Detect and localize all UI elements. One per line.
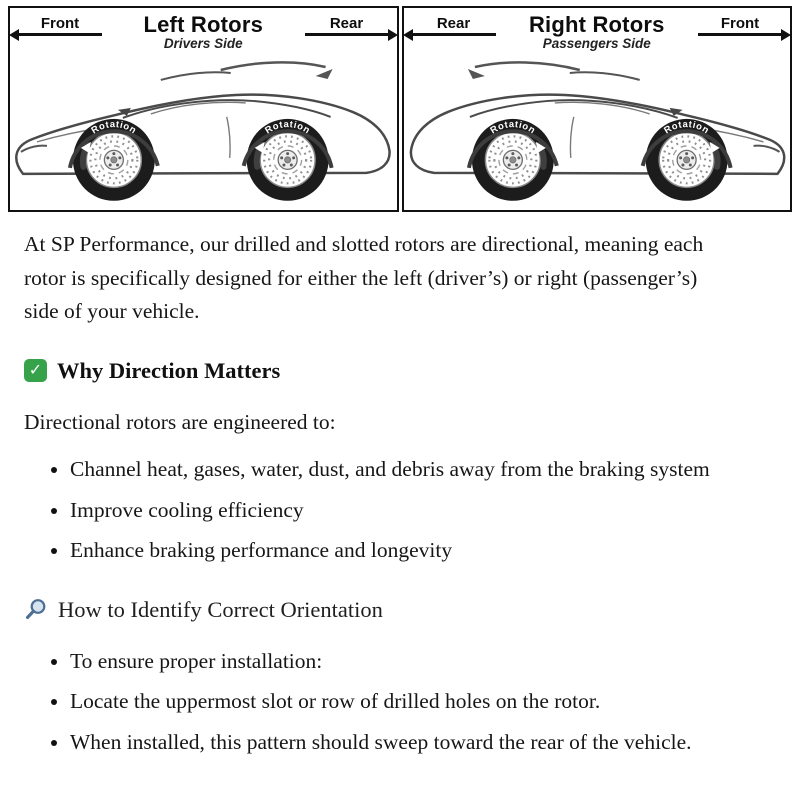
left-panel-header (10, 8, 397, 51)
rear-direction-label: Rear (305, 13, 389, 36)
rotation-label: Rotation (89, 119, 139, 137)
panel-subtitle: Passengers Side (542, 36, 651, 52)
list-item: • Locate the uppermost slot or row of drilled holes on the rotor. (70, 685, 730, 719)
heading-text: Why Direction Matters (57, 357, 281, 383)
right-rotors-panel (402, 6, 793, 212)
rotor-direction-diagram (0, 0, 800, 212)
left-car-illustration (11, 54, 396, 209)
panel-title: Right Rotors (528, 12, 665, 37)
rear-direction-label: Rear (412, 13, 496, 36)
right-panel-header (404, 8, 791, 51)
panel-title: Left Rotors (143, 12, 264, 37)
arrow-left-icon (412, 33, 496, 36)
arrow-left-icon (18, 33, 102, 36)
article-body (0, 212, 800, 794)
panel-subtitle: Drivers Side (163, 36, 243, 52)
arrow-right-icon (305, 33, 389, 36)
rotation-label: Rotation (487, 119, 537, 137)
list-item: • Channel heat, gases, water, dust, and debris away from the braking system (70, 453, 730, 487)
list-item: • To ensure proper installation: (70, 645, 730, 679)
section-lead: Directional rotors are engineered to: (24, 409, 336, 434)
front-direction-label: Front (698, 13, 782, 36)
list-item: • When installed, this pattern should sweep toward the rear of the vehicle. (70, 726, 730, 760)
section-heading-why-direction-matters (24, 353, 770, 388)
right-car-illustration (405, 54, 790, 209)
orientation-steps-list (24, 645, 770, 760)
arrow-right-icon (698, 33, 782, 36)
rotation-label: Rotation (263, 119, 313, 137)
front-direction-label: Front (18, 13, 102, 36)
check-mark-icon (24, 359, 47, 382)
left-rotors-panel (8, 6, 399, 212)
rotation-label: Rotation (661, 119, 711, 137)
magnifying-glass-icon (24, 597, 48, 621)
list-item: • Improve cooling efficiency (70, 494, 730, 528)
benefits-list (24, 453, 770, 568)
section-heading-identify-orientation (24, 592, 770, 627)
heading-text: How to Identify Correct Orientation (58, 596, 383, 622)
intro-paragraph: At SP Performance, our drilled and slotted rotors are directional, meaning each rotor is specifically designed for either the left (driver’s) or right (passenger’s) side of your vehicle. (24, 232, 704, 324)
list-item: • Enhance braking performance and longevity (70, 534, 730, 568)
